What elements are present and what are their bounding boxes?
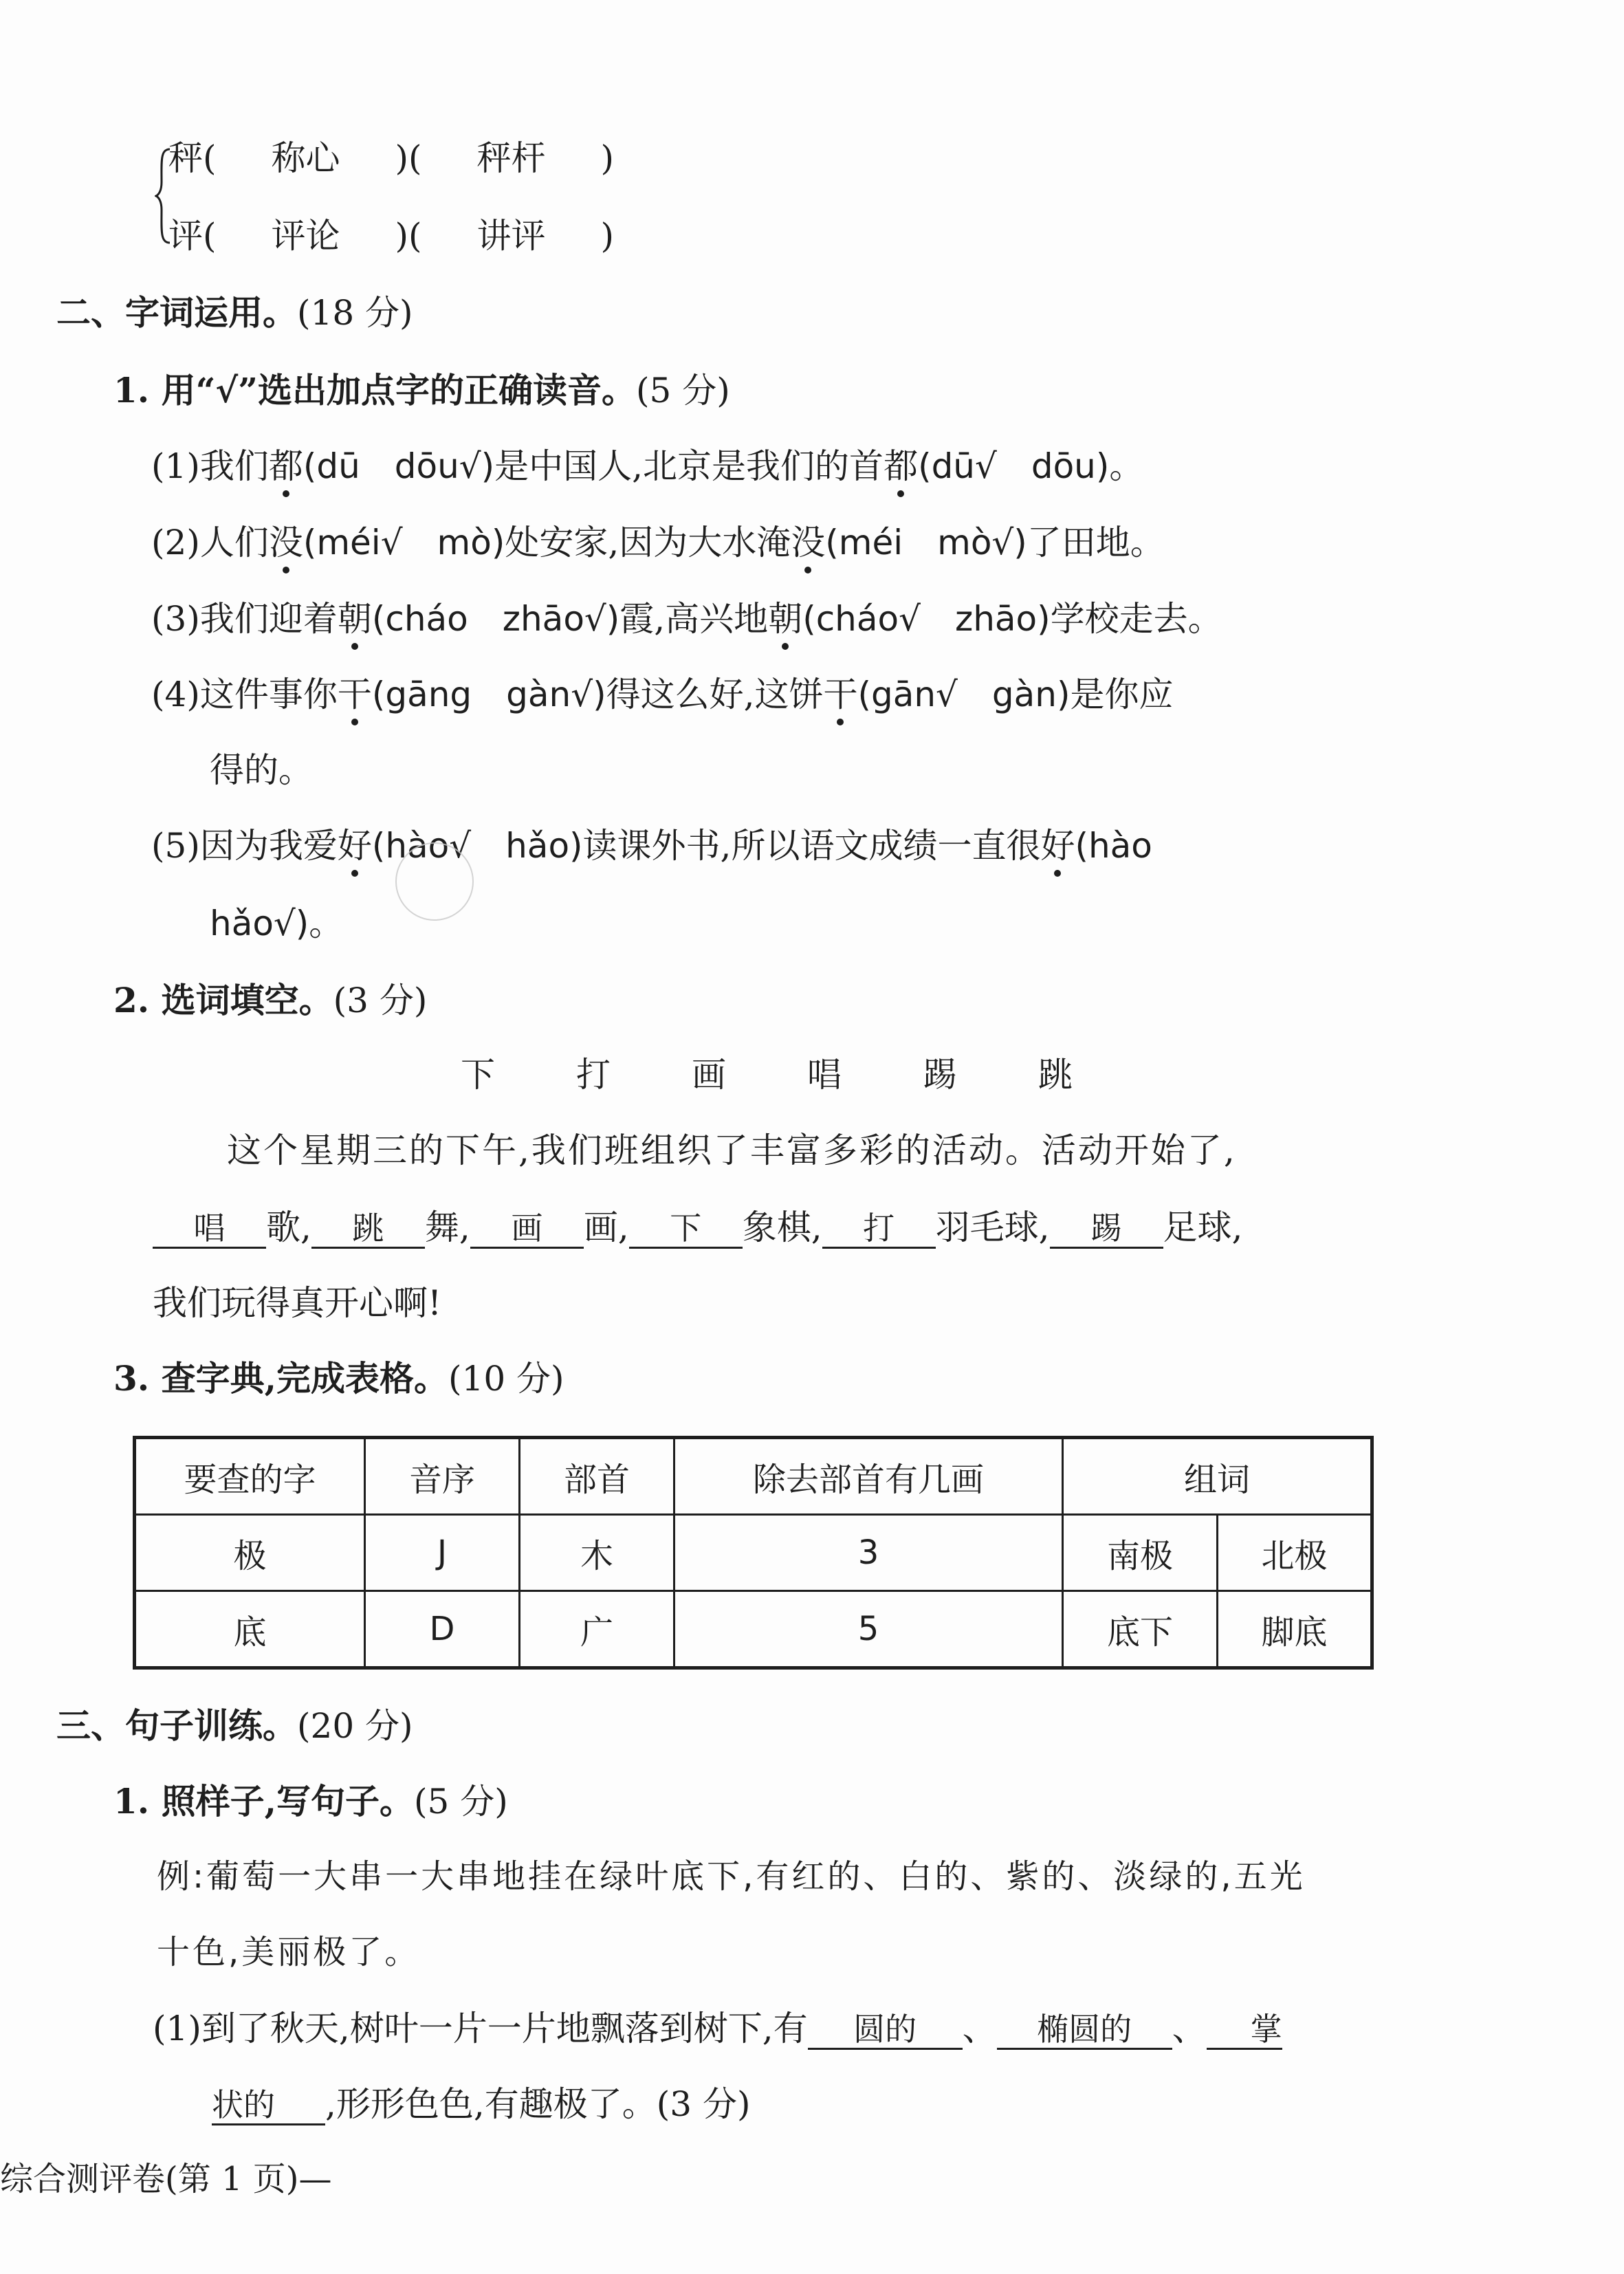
q1-item-5: (5)因为我爱好(hào√ hǎo)读课外书,所以语文成绩一直很好(hào: [151, 826, 1152, 866]
q1-item-3: (3)我们迎着朝(cháo zhāo√)霞,高兴地朝(cháo√ zhāo)学校走去。: [151, 599, 1222, 639]
dictionary-table: [133, 1436, 1374, 1670]
example-line-1: 例:葡萄一大串一大串地挂在绿叶底下,有红的、白的、紫的、淡绿的,五光: [157, 1857, 1306, 1896]
fill-blank[interactable]: 打: [822, 1212, 936, 1249]
q2-word-bank: [461, 1055, 1154, 1095]
word-option: 打: [576, 1055, 611, 1095]
fill-blank[interactable]: 椭圆的: [997, 2013, 1172, 2050]
section-2-heading: 二、字词运用。(18 分): [56, 292, 413, 333]
fill-blank[interactable]: 掌: [1207, 2013, 1282, 2050]
fill-blank[interactable]: 踢: [1050, 1212, 1163, 1249]
word-cell[interactable]: 南极: [1063, 1515, 1218, 1591]
header-cell: 组词: [1063, 1438, 1372, 1515]
table-row: [135, 1591, 1372, 1668]
q2-passage-line-2: 唱 歌, 跳 舞, 画 画, 下 象棋, 打 羽毛球, 踢 足球,: [153, 1210, 1242, 1249]
s3-item-1: (1)到了秋天,树叶一片一片地飘落到树下,有 圆的 、 椭圆的 、 掌: [153, 2009, 1282, 2048]
fill-blank[interactable]: 画: [470, 1212, 584, 1249]
s3-q1-heading: 1. 照样子,写句子。(5 分): [113, 1781, 508, 1822]
char-cell: 极: [135, 1515, 365, 1591]
example-line-2: 十色,美丽极了。: [157, 1933, 421, 1971]
table-header-row: [135, 1438, 1372, 1515]
strokes-cell[interactable]: 3: [674, 1515, 1063, 1591]
fill-blank[interactable]: 跳: [311, 1212, 425, 1249]
radical-cell[interactable]: 木: [520, 1515, 674, 1591]
q2-heading: 2. 选词填空。(3 分): [113, 980, 428, 1020]
dotted-char: 好: [337, 826, 372, 866]
header-cell: 要查的字: [135, 1438, 365, 1515]
q1-item-1: (1)我们都(dū dōu√)是中国人,北京是我们的首都(dū√ dōu)。: [151, 446, 1144, 486]
continuation-row-1: 秤( 称心 )( 秤杆 ): [168, 138, 615, 178]
q1-item-5-cont: hǎo√)。: [210, 904, 344, 943]
letter-cell[interactable]: J: [365, 1515, 520, 1591]
dotted-char: 干: [823, 675, 858, 714]
q3-heading: 3. 查字典,完成表格。(10 分): [113, 1358, 564, 1399]
word-option: 唱: [807, 1055, 842, 1095]
fill-blank[interactable]: 下: [629, 1212, 743, 1249]
dotted-char: 没: [268, 523, 303, 562]
strokes-cell[interactable]: 5: [674, 1591, 1063, 1668]
q2-passage-line-1: 这个星期三的下午,我们班组织了丰富多彩的活动。活动开始了,: [227, 1130, 1237, 1170]
q1-heading: 1. 用“√”选出加点字的正确读音。(5 分): [113, 370, 730, 411]
dotted-char: 没: [791, 523, 826, 562]
word-cell[interactable]: 北极: [1218, 1515, 1372, 1591]
letter-cell[interactable]: D: [365, 1591, 520, 1668]
q1-item-4: (4)这件事你干(gāng gàn√)得这么好,这饼干(gān√ gàn)是你应: [151, 675, 1174, 714]
s3-item-1-cont: 状的 ,形形色色,有趣极了。(3 分): [212, 2084, 751, 2124]
fill-blank[interactable]: 圆的: [808, 2013, 963, 2050]
q2-passage-line-3: 我们玩得真开心啊!: [153, 1283, 442, 1323]
char-cell: 底: [135, 1591, 365, 1668]
section-3-heading: 三、句子训练。(20 分): [56, 1705, 413, 1746]
page-footer: 综合测评卷(第 1 页)—: [0, 2160, 332, 2198]
fill-blank[interactable]: 状的: [212, 2089, 325, 2125]
word-cell[interactable]: 脚底: [1218, 1591, 1372, 1668]
fill-blank[interactable]: 唱: [153, 1212, 266, 1249]
table-row: [135, 1515, 1372, 1591]
word-option: 下: [461, 1055, 495, 1095]
dotted-char: 干: [337, 675, 372, 714]
header-cell: 音序: [365, 1438, 520, 1515]
header-cell: 部首: [520, 1438, 674, 1515]
faint-stamp-icon: [395, 842, 474, 921]
word-option: 画: [692, 1055, 726, 1095]
continuation-row-2: 评( 评论 )( 讲评 ): [168, 216, 615, 256]
dotted-char: 好: [1040, 826, 1075, 866]
dotted-char: 朝: [337, 599, 372, 639]
word-option: 跳: [1038, 1055, 1073, 1095]
radical-cell[interactable]: 广: [520, 1591, 674, 1668]
dotted-char: 都: [268, 446, 303, 486]
word-cell[interactable]: 底下: [1063, 1591, 1218, 1668]
word-option: 踢: [923, 1055, 957, 1095]
header-cell: 除去部首有几画: [674, 1438, 1063, 1515]
q1-item-4-cont: 得的。: [210, 750, 313, 790]
q1-item-2: (2)人们没(méi√ mò)处安家,因为大水淹没(méi mò√)了田地。: [151, 523, 1165, 562]
dotted-char: 朝: [768, 599, 803, 639]
dotted-char: 都: [884, 446, 919, 486]
